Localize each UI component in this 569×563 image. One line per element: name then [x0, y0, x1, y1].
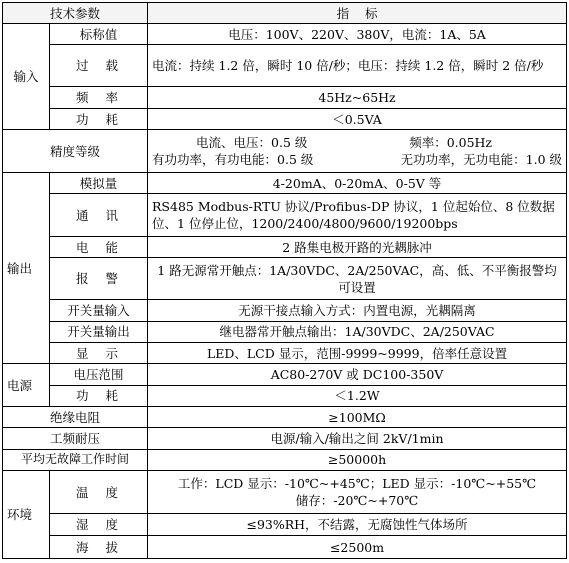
row-value: 2 路集电极开路的光耦脉冲	[148, 237, 567, 258]
humidity-value: ≤93%RH，不结露，无腐蚀性气体场所	[148, 513, 567, 535]
table-row	[3, 237, 567, 258]
accuracy-frequency: 频率：0.05Hz	[409, 135, 493, 151]
accuracy-reactive: 无功功率，无功电能：1.0 级	[400, 152, 563, 168]
row-value: RS485 Modbus-RTU 协议/Profibus-DP 协议，1 位起始位、8 位数据位、1 位停止位，1200/2400/4800/9600/19200bps	[148, 194, 567, 237]
input-group-label: 输入	[3, 24, 50, 130]
mtbf-value: ≥50000h	[148, 449, 567, 470]
param-header: 技术参数	[3, 3, 148, 24]
temperature-line-1: 工作：LCD 显示：-10℃~+45℃；LED 显示：-10℃~+55℃	[177, 476, 537, 492]
insulation-value: ≥100MΩ	[148, 407, 567, 428]
table-row	[3, 108, 567, 129]
accuracy-value	[148, 130, 567, 173]
table-row	[3, 24, 567, 44]
spec-table	[2, 2, 567, 559]
table-row	[3, 513, 567, 535]
table-row	[3, 449, 567, 470]
temperature-value	[148, 471, 567, 514]
row-value: 电压：100V、220V、380V，电流：1A、5A	[148, 24, 567, 44]
withstand-label: 工频耐压	[3, 428, 148, 449]
row-label: 电 能	[50, 237, 148, 258]
table-header-row	[3, 3, 567, 24]
row-value: ＜1.2W	[148, 385, 567, 406]
row-label: 开关量输出	[50, 321, 148, 342]
table-row	[3, 194, 567, 237]
row-value: AC80-270V 或 DC100-350V	[148, 364, 567, 385]
spec-header: 指 标	[148, 3, 567, 24]
table-row	[3, 44, 567, 87]
row-label: 功 耗	[50, 108, 148, 129]
insulation-label: 绝缘电阻	[3, 407, 148, 428]
table-row	[3, 407, 567, 428]
table-row	[3, 342, 567, 363]
table-row	[3, 300, 567, 321]
row-label: 开关量输入	[50, 300, 148, 321]
row-value: ＜0.5VA	[148, 108, 567, 129]
row-value: 电流：持续 1.2 倍，瞬时 10 倍/秒；电压：持续 1.2 倍，瞬时 2 倍/秒	[148, 44, 567, 87]
accuracy-label: 精度等级	[3, 130, 148, 173]
row-label: 通 讯	[50, 194, 148, 237]
humidity-label: 湿 度	[50, 513, 148, 535]
accuracy-active: 有功功率，有功电能：0.5 级	[152, 152, 314, 168]
row-label: 频 率	[50, 87, 148, 108]
row-label: 过 载	[50, 44, 148, 87]
table-row	[3, 87, 567, 108]
output-group-label: 输出	[3, 172, 50, 363]
altitude-value: ≤2500m	[148, 536, 567, 559]
withstand-value: 电源/输入/输出之间 2kV/1min	[148, 428, 567, 449]
altitude-label: 海 拔	[50, 536, 148, 559]
row-value: 4-20mA、0-20mA、0-5V 等	[148, 172, 567, 193]
row-value: 继电器常开触点输出：1A/30VDC、2A/250VAC	[148, 321, 567, 342]
table-row	[3, 428, 567, 449]
row-label: 电压范围	[50, 364, 148, 385]
accuracy-line-2	[152, 151, 562, 168]
table-row	[3, 471, 567, 514]
temperature-label: 温 度	[50, 471, 148, 514]
table-row	[3, 130, 567, 173]
row-label: 模拟量	[50, 172, 148, 193]
table-row	[3, 385, 567, 406]
table-row	[3, 364, 567, 385]
environment-group-label: 环境	[3, 471, 50, 559]
table-row	[3, 536, 567, 559]
row-value: 45Hz~65Hz	[148, 87, 567, 108]
row-value: LED、LCD 显示，范围-9999~9999，倍率任意设置	[148, 342, 567, 363]
accuracy-current-voltage: 电流、电压：0.5 级	[196, 135, 308, 151]
table-row	[3, 321, 567, 342]
row-label: 功 耗	[50, 385, 148, 406]
accuracy-line-1	[152, 134, 562, 151]
row-value: 无源干接点输入方式：内置电源，光耦隔离	[148, 300, 567, 321]
mtbf-label: 平均无故障工作时间	[3, 449, 148, 470]
power-group-label: 电源	[3, 364, 50, 407]
row-label: 标称值	[50, 24, 148, 44]
table-row	[3, 172, 567, 193]
table-row	[3, 258, 567, 300]
row-label: 显 示	[50, 342, 148, 363]
temperature-line-2: 储存：-20℃~+70℃	[295, 493, 419, 509]
row-value: 1 路无源常开触点：1A/30VDC、2A/250VAC，高、低、不平衡报警均可设置	[148, 258, 567, 300]
row-label: 报 警	[50, 258, 148, 300]
